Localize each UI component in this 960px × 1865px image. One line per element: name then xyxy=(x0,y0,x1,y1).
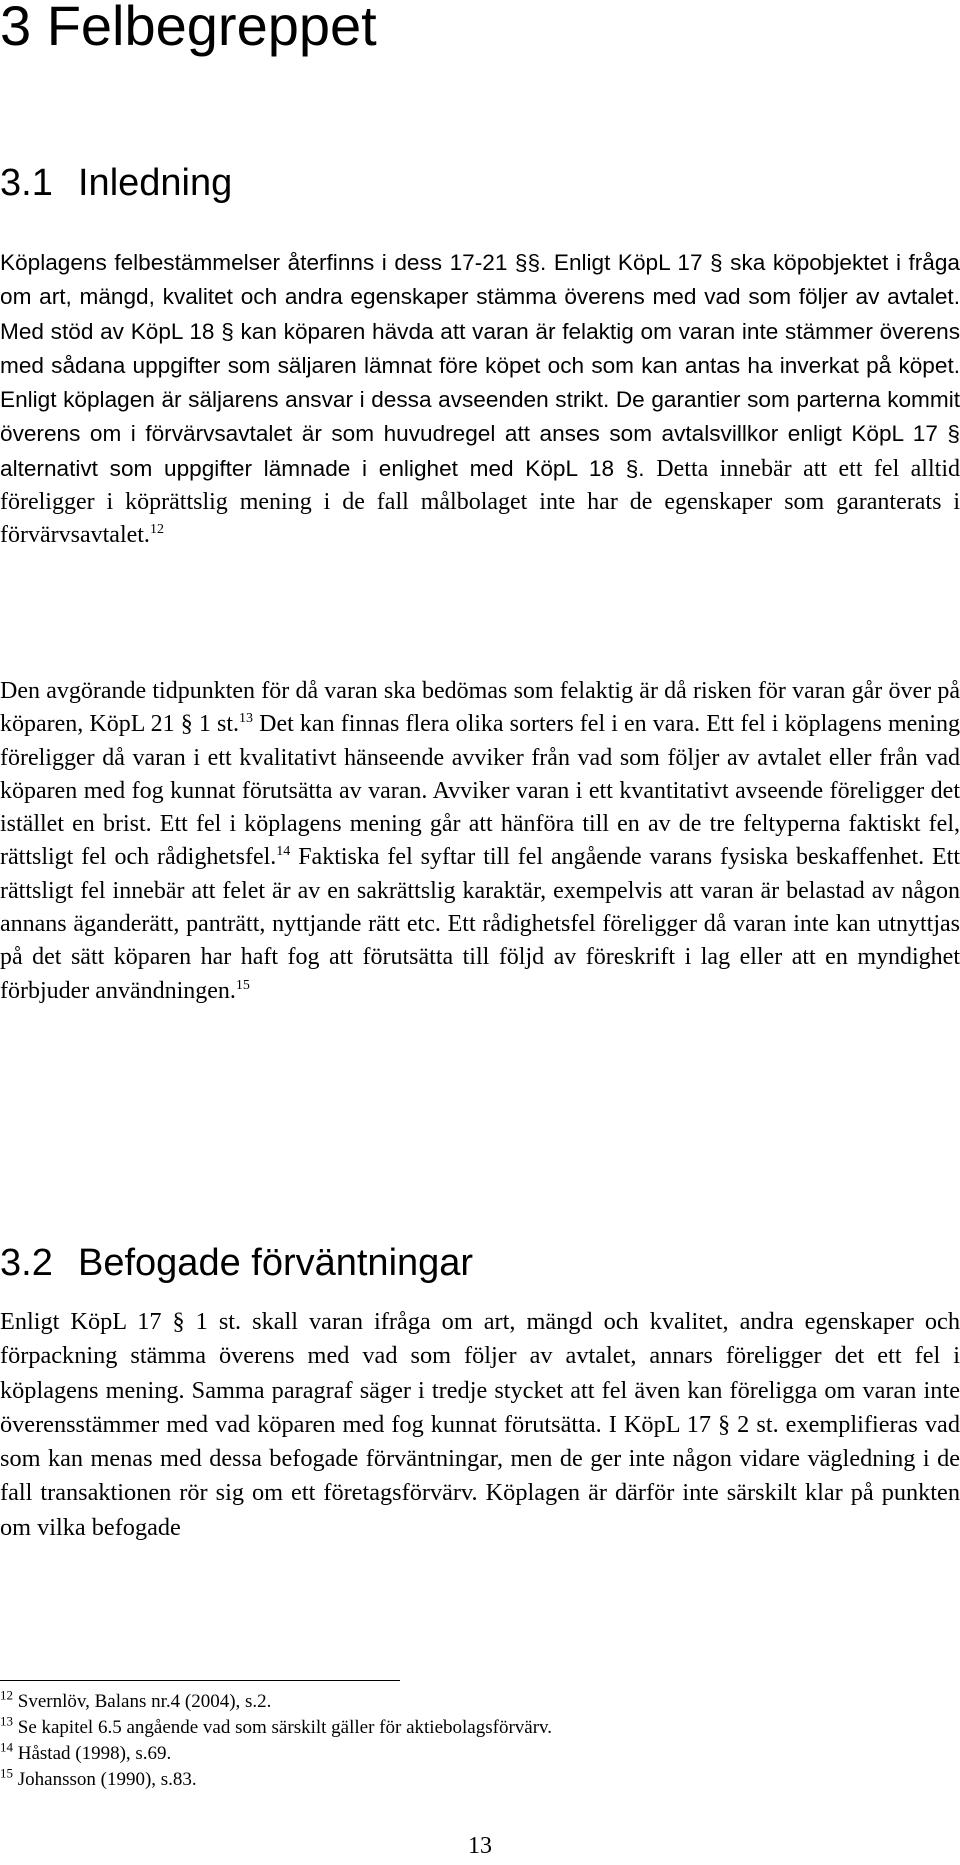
section-title: Inledning xyxy=(78,162,233,204)
paragraph-text-part: Detta innebär att ett fel alltid föreligger i köprättslig mening i de fall målbolaget inte har de egenskaper som garanterats i förvärvsavtalet. xyxy=(0,455,960,549)
footnote-13 xyxy=(0,1713,553,1740)
footnote-ref-15[interactable]: 15 xyxy=(235,977,250,993)
footnote-number: 14 xyxy=(0,1739,13,1755)
paragraph-text: Enligt KöpL 17 § 1 st. skall varan ifråga om art, mängd och kvalitet, andra egenskaper och förpackning stämma överens med vad som följer av avtalet, annars föreligger det ett fel i köplagens mening. Samma paragraf säger i tredje stycket att fel även kan föreligga om varan inte överensstämmer med vad köparen med fog kunnat förutsätta. I KöpL 17 § 2 st. exemplifieras vad som kan menas med dessa befogade förväntningar, men de ger inte någon vidare vägledning i de fall transaktionen rör sig om ett företagsförvärv. Köplagen är därför inte särskilt klar på punkten om vilka befogade xyxy=(0,1308,960,1541)
footnote-14 xyxy=(0,1739,172,1766)
footnote-12 xyxy=(0,1687,272,1714)
paragraph-tidpunkt xyxy=(0,675,960,1008)
footnote-ref-12[interactable]: 12 xyxy=(149,522,164,538)
paragraph-text-part: Köplagens felbestämmelser återfinns i dess 17-21 §§. Enligt KöpL 17 § ska köpobjektet i fråga om art, mängd, kvalitet och andra egenskaper stämma överens med vad som följer av avtalet. xyxy=(0,250,960,310)
section-number: 3.1 xyxy=(0,162,53,204)
footnote-divider xyxy=(0,1680,400,1681)
page-number: 13 xyxy=(468,1833,492,1859)
paragraph-befogade xyxy=(0,1305,960,1545)
section-heading-befogade xyxy=(0,1241,473,1285)
paragraph-text-part: Den avgörande tidpunkten för då varan ska bedömas som felaktig är då risken för varan går över på köparen, KöpL 21 § 1 st. xyxy=(0,678,960,738)
paragraph-felbestammelser xyxy=(0,246,960,553)
paragraph-text-part: Faktiska fel syftar till fel angående varans fysiska beskaffenhet. Ett rättsligt fel innebär att felet är av en sakrättslig karaktär, exempelvis att varan är belastad av någon annans äganderätt, panträtt, nyttjande rätt etc. Ett rådighetsfel föreligger då varan inte kan utnyttjas på det sätt köparen har haft fog att förutsätta till följd av föreskrift i lag eller att en myndighet förbjuder användningen. xyxy=(0,844,960,1004)
footnote-text: Svernlöv, Balans nr.4 (2004), s.2. xyxy=(17,1691,272,1712)
footnote-ref-14[interactable]: 14 xyxy=(276,844,291,860)
section-heading-inledning xyxy=(0,161,232,205)
footnote-text: Johansson (1990), s.83. xyxy=(17,1769,197,1790)
footnote-number: 15 xyxy=(0,1765,13,1781)
footnote-number: 13 xyxy=(0,1713,13,1729)
footnote-ref-13[interactable]: 13 xyxy=(239,711,254,727)
footnote-number: 12 xyxy=(0,1687,13,1703)
section-title: Befogade förväntningar xyxy=(78,1242,474,1284)
section-number: 3.2 xyxy=(0,1242,53,1284)
footnote-text: Se kapitel 6.5 angående vad som särskilt gäller för aktiebolagsförvärv. xyxy=(17,1717,553,1738)
footnote-text: Håstad (1998), s.69. xyxy=(17,1743,172,1764)
paragraph-text-part: Med stöd av KöpL 18 § kan köparen hävda att varan är felaktig om varan inte stämmer överens med sådana uppgifter som säljaren lämnat före köpet och som kan antas ha inverkat på köpet. Enligt köplagen är säljarens ansvar i dessa avseenden strikt. De garantier som parterna kommit överens om i förvärvsavtalet är som huvudregel att anses som avtalsvillkor enligt KöpL 17 § alternativt som uppgifter lämnade i enlighet med KöpL 18 §. xyxy=(0,318,960,481)
footnote-15 xyxy=(0,1765,197,1792)
paragraph-text-part: Det kan finnas flera olika sorters fel i en vara. Ett fel i köplagens mening föreligger då varan i ett kvalitativt hänseende avviker från vad som följer av avtalet eller från vad köparen med fog kunnat förutsätta av varan. Avviker varan i ett kvantitativt avseende föreligger det istället en brist. Ett fel i köplagens mening går att hänföra till en av de tre feltyperna faktiskt fel, rättsligt fel och rådighetsfel. xyxy=(0,711,960,871)
chapter-heading: 3 Felbegreppet xyxy=(0,0,377,57)
